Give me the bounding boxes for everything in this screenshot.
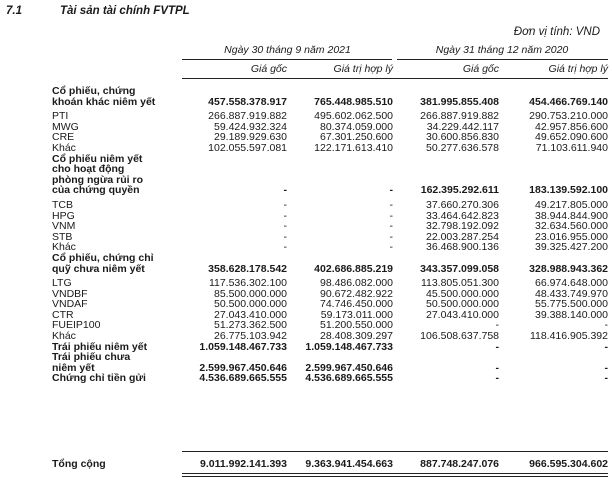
row-value: 765.448.985.510: [314, 95, 393, 108]
row-value: 51.273.362.500: [214, 319, 287, 332]
row-value: 495.602.062.500: [314, 110, 393, 123]
subtotal-row: [52, 253, 608, 274]
row-value: -: [283, 209, 287, 222]
row-value: 39.388.140.000: [535, 308, 608, 321]
row-label: VNDBF: [52, 287, 88, 300]
row-value: 36.468.900.136: [426, 241, 499, 254]
unit-note: Đơn vị tính: VND: [513, 26, 600, 38]
row-value: 39.325.427.200: [535, 241, 608, 254]
row-label: Khác: [52, 141, 76, 154]
row-label: Trái phiếu chưa niêm yết: [52, 351, 131, 374]
row-value: 328.988.943.362: [529, 262, 608, 275]
row-value: -: [389, 198, 393, 211]
period-header-2020: Ngày 31 tháng 12 năm 2020: [435, 44, 569, 56]
row-value: 38.944.844.900: [535, 209, 608, 222]
row-label: Cổ phiếu, chứng khoán khác niêm yết: [52, 85, 156, 108]
row-value: -: [389, 230, 393, 243]
row-value: -: [495, 340, 499, 353]
row-value: 23.016.955.000: [535, 230, 608, 243]
row-value: 50.277.636.578: [426, 141, 499, 154]
col-header-cost-2021: Giá gốc: [250, 63, 287, 75]
row-value: -: [389, 209, 393, 222]
table-row: [52, 221, 608, 232]
row-value: 1.059.148.467.733: [305, 340, 393, 353]
row-value: 49.652.090.600: [535, 131, 608, 144]
row-value: 98.486.082.000: [320, 277, 393, 290]
row-label: VNDAF: [52, 298, 88, 311]
table-row: [52, 211, 608, 222]
row-value: -: [604, 372, 608, 385]
row-label: LTG: [52, 277, 72, 290]
row-value: -: [495, 319, 499, 332]
row-value: 55.775.500.000: [535, 298, 608, 311]
row-value: -: [495, 361, 499, 374]
subtotal-row: [52, 86, 608, 107]
row-value: 50.500.000.000: [426, 298, 499, 311]
period-header-2021: Ngày 30 tháng 9 năm 2021: [224, 44, 351, 56]
row-value: 27.043.410.000: [214, 308, 287, 321]
total-cost-2021: 9.011.992.141.393: [199, 458, 287, 470]
subtotal-row: [52, 352, 608, 373]
row-value: 27.043.410.000: [426, 308, 499, 321]
row-value: 343.357.099.058: [420, 262, 499, 275]
row-value: 45.500.000.000: [426, 287, 499, 300]
subtotal-row: [52, 342, 608, 353]
table-row: [52, 232, 608, 243]
row-value: -: [604, 340, 608, 353]
row-value: 183.139.592.100: [529, 184, 608, 197]
table-row: [52, 143, 608, 154]
row-label: HPG: [52, 209, 75, 222]
row-label: CRE: [52, 131, 75, 144]
row-label: CTR: [52, 308, 74, 321]
row-value: 32.634.560.000: [535, 220, 608, 233]
section-number: 7.1: [6, 5, 22, 17]
section-title: Tài sản tài chính FVTPL: [60, 5, 190, 17]
row-value: -: [389, 184, 393, 197]
row-value: 80.374.059.000: [320, 120, 393, 133]
row-value: 71.103.611.940: [535, 141, 608, 154]
row-label: Cổ phiếu niêm yết cho hoạt động phòng ngừa rủi ro của chứng quyền: [52, 152, 144, 197]
row-label: Trái phiếu niêm yết: [52, 340, 148, 353]
row-value: 51.200.550.000: [320, 319, 393, 332]
row-value: 67.301.250.600: [320, 131, 393, 144]
row-value: -: [283, 184, 287, 197]
row-value: -: [495, 372, 499, 385]
row-value: 22.003.287.254: [426, 230, 499, 243]
row-value: -: [283, 198, 287, 211]
row-label: VNM: [52, 220, 76, 233]
row-value: 102.055.597.081: [208, 141, 287, 154]
total-fair-2020: 966.595.304.602: [529, 458, 608, 470]
row-value: 4.536.689.665.555: [199, 372, 287, 385]
row-value: 457.558.378.917: [208, 95, 287, 108]
row-value: 266.887.919.882: [208, 110, 287, 123]
row-value: -: [283, 220, 287, 233]
row-value: 29.189.929.630: [214, 131, 287, 144]
row-value: 118.416.905.392: [529, 330, 608, 343]
row-label: Cổ phiếu, chứng chỉ quỹ chưa niêm yết: [52, 251, 154, 275]
subtotal-row: [52, 154, 608, 196]
row-value: 32.798.192.092: [426, 220, 499, 233]
row-label: MWG: [52, 120, 79, 133]
col-header-fair-2020: Giá trị hợp lý: [548, 63, 608, 75]
row-value: -: [604, 319, 608, 332]
row-value: -: [389, 220, 393, 233]
row-label: TCB: [52, 198, 73, 211]
row-value: 402.686.885.219: [314, 262, 393, 275]
row-label: FUEIP100: [52, 319, 101, 332]
row-value: -: [389, 241, 393, 254]
row-value: -: [283, 230, 287, 243]
subtotal-row: [52, 373, 608, 384]
row-value: 37.660.270.306: [426, 198, 499, 211]
row-value: 122.171.613.410: [314, 141, 393, 154]
row-value: 74.746.450.000: [320, 298, 393, 311]
row-value: 59.173.011.000: [320, 308, 393, 321]
col-header-cost-2020: Giá gốc: [462, 63, 499, 75]
row-value: 1.059.148.467.733: [199, 340, 287, 353]
row-value: 66.974.648.000: [535, 277, 608, 290]
row-value: 90.672.482.922: [320, 287, 393, 300]
row-label: Khác: [52, 330, 76, 343]
row-value: 2.599.967.450.646: [305, 361, 393, 374]
total-double-rule: [182, 473, 608, 477]
row-value: -: [283, 241, 287, 254]
col-header-fair-2021: Giá trị hợp lý: [333, 63, 393, 75]
fvtpl-table: [52, 86, 608, 384]
row-value: 28.408.309.297: [320, 330, 393, 343]
row-value: 59.424.932.324: [214, 120, 287, 133]
row-value: -: [604, 361, 608, 374]
row-value: 85.500.000.000: [214, 287, 287, 300]
row-value: 381.995.855.408: [420, 95, 499, 108]
row-value: 117.536.302.100: [208, 277, 287, 290]
row-value: 2.599.967.450.646: [199, 361, 287, 374]
row-value: 162.395.292.611: [420, 184, 499, 197]
row-value: 266.887.919.882: [420, 110, 499, 123]
period-rule-2021: [182, 59, 392, 60]
row-value: 33.464.642.823: [426, 209, 499, 222]
row-value: 113.805.051.300: [420, 277, 499, 290]
row-value: 106.508.637.758: [420, 330, 499, 343]
pre-total-rule: [182, 451, 608, 452]
row-label: STB: [52, 230, 73, 243]
header-rule: [182, 78, 608, 79]
row-value: 50.500.000.000: [214, 298, 287, 311]
total-cost-2020: 887.748.247.076: [420, 458, 499, 470]
row-value: 49.217.805.000: [535, 198, 608, 211]
row-value: 290.753.210.000: [529, 110, 608, 123]
table-row: [52, 200, 608, 211]
total-label: Tổng cộng: [52, 458, 106, 470]
period-rule-2020: [397, 59, 608, 60]
row-label: Khác: [52, 241, 76, 254]
row-label: Chứng chỉ tiền gửi: [52, 372, 146, 385]
row-value: 26.775.103.942: [214, 330, 287, 343]
row-value: 48.433.749.970: [535, 287, 608, 300]
row-value: 30.600.856.830: [426, 131, 499, 144]
row-value: 42.957.856.600: [535, 120, 608, 133]
row-value: 358.628.178.542: [208, 262, 287, 275]
row-value: 4.536.689.665.555: [305, 372, 393, 385]
row-value: 454.466.769.140: [529, 95, 608, 108]
row-label: PTI: [52, 110, 69, 123]
row-value: 34.229.442.117: [426, 120, 499, 133]
total-fair-2021: 9.363.941.454.663: [305, 458, 393, 470]
